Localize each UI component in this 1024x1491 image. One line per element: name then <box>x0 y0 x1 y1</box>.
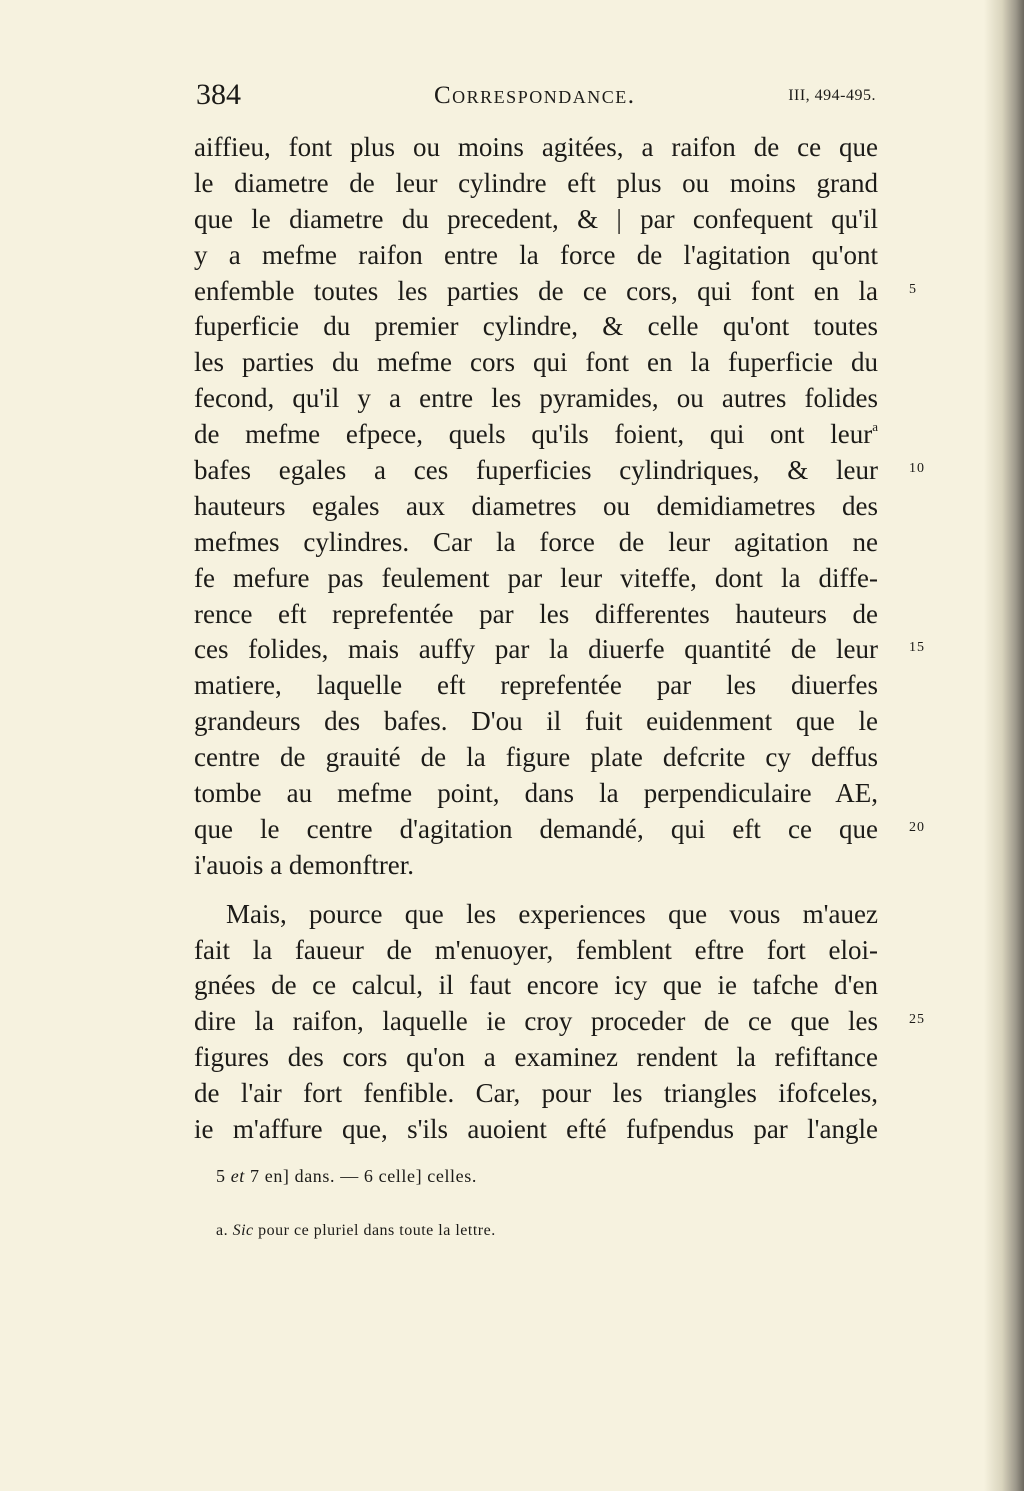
text-line <box>194 453 925 489</box>
text-line-content: enfemble toutes les parties de ce cors, qui font en la <box>194 275 878 306</box>
text-line: fe mefure pas feulement par leur viteffe, dont la diffe- <box>194 562 878 593</box>
text-line <box>194 274 917 310</box>
text-line <box>194 417 878 453</box>
paragraph-break <box>194 884 878 897</box>
text-line-content: dire la raifon, laquelle ie croy proceder de ce que les <box>194 1006 878 1037</box>
text-line: gnées de ce calcul, il faut encore icy que ie tafche d'en <box>194 970 878 1001</box>
text-line-content: que le centre d'agitation demandé, qui eft ce que <box>194 813 878 844</box>
apparatus-line-ref: 5 <box>216 1166 226 1186</box>
text-line: aiffieu, font plus ou moins agitées, a raifon de ce que <box>194 132 878 162</box>
apparatus-et: et <box>230 1166 245 1186</box>
line-number: 10 <box>909 461 925 477</box>
line-number: 25 <box>909 1012 925 1028</box>
running-title: Correspondance. <box>434 82 636 109</box>
text-line-content: bafes egales a ces fuperficies cylindriques, & leur <box>194 455 878 486</box>
text-line-content: de mefme efpece, quels qu'ils foient, qui ont leur <box>194 419 873 450</box>
text-line-content: ces folides, mais auffy par la diuerfe quantité de leur <box>194 634 878 665</box>
text-line: grandeurs des bafes. D'ou il fuit euidenment que le <box>194 706 878 737</box>
text-line: figures des cors qu'on a examinez rendent la refiftance <box>194 1042 878 1073</box>
body-text <box>194 130 925 1148</box>
text-line: centre de grauité de la figure plate defcrite cy deffus <box>194 742 878 773</box>
text-line: fuperficie du premier cylindre, & celle qu'ont toutes <box>194 311 878 342</box>
page-number: 384 <box>196 78 241 111</box>
text-line <box>194 812 925 848</box>
text-line <box>194 632 925 668</box>
footnote <box>216 1222 496 1240</box>
page-edge-shadow <box>984 0 1024 1491</box>
text-line: fecond, qu'il y a entre les pyramides, ou autres folides <box>194 383 878 414</box>
text-line: hauteurs egales aux diametres ou demidiametres des <box>194 490 878 521</box>
footnote-text: pour ce pluriel dans toute la lettre. <box>258 1222 496 1239</box>
line-number: 15 <box>909 640 925 656</box>
text-line: y a mefme raifon entre la force de l'agitation qu'ont <box>194 239 878 270</box>
footnote-marker-label: a. <box>216 1222 229 1239</box>
text-line: le diametre de leur cylindre eft plus ou moins grand <box>194 167 878 198</box>
footnote-sic: Sic <box>232 1222 254 1239</box>
line-number: 5 <box>909 281 917 297</box>
text-line: matiere, laquelle eft reprefentée par les diuerfes <box>194 670 878 701</box>
page-header <box>196 78 876 118</box>
footnote-marker: a <box>872 419 878 435</box>
text-line: rence eft reprefentée par les differentes hauteurs de <box>194 598 878 629</box>
text-line: i'auois a demonftrer. <box>194 849 415 880</box>
text-line: de l'air fort fenfible. Car, pour les triangles ifofceles, <box>194 1078 878 1109</box>
critical-apparatus <box>216 1166 477 1187</box>
text-line: Mais, pource que les experiences que vous m'auez <box>226 898 878 929</box>
page-reference: III, 494-495. <box>788 87 876 104</box>
text-line <box>194 1004 925 1040</box>
text-line: que le diametre du precedent, & | par confequent qu'il <box>194 203 878 234</box>
line-number: 20 <box>909 819 925 835</box>
apparatus-text: 7 en] dans. — 6 celle] celles. <box>250 1166 477 1186</box>
text-line: tombe au mefme point, dans la perpendiculaire AE, <box>194 778 878 809</box>
text-line: ie m'affure que, s'ils auoient efté fufpendus par l'angle <box>194 1114 878 1145</box>
text-line: les parties du mefme cors qui font en la fuperficie du <box>194 347 878 378</box>
text-line: fait la faueur de m'enuoyer, femblent eftre fort eloi- <box>194 934 878 965</box>
text-line: mefmes cylindres. Car la force de leur agitation ne <box>194 526 878 557</box>
